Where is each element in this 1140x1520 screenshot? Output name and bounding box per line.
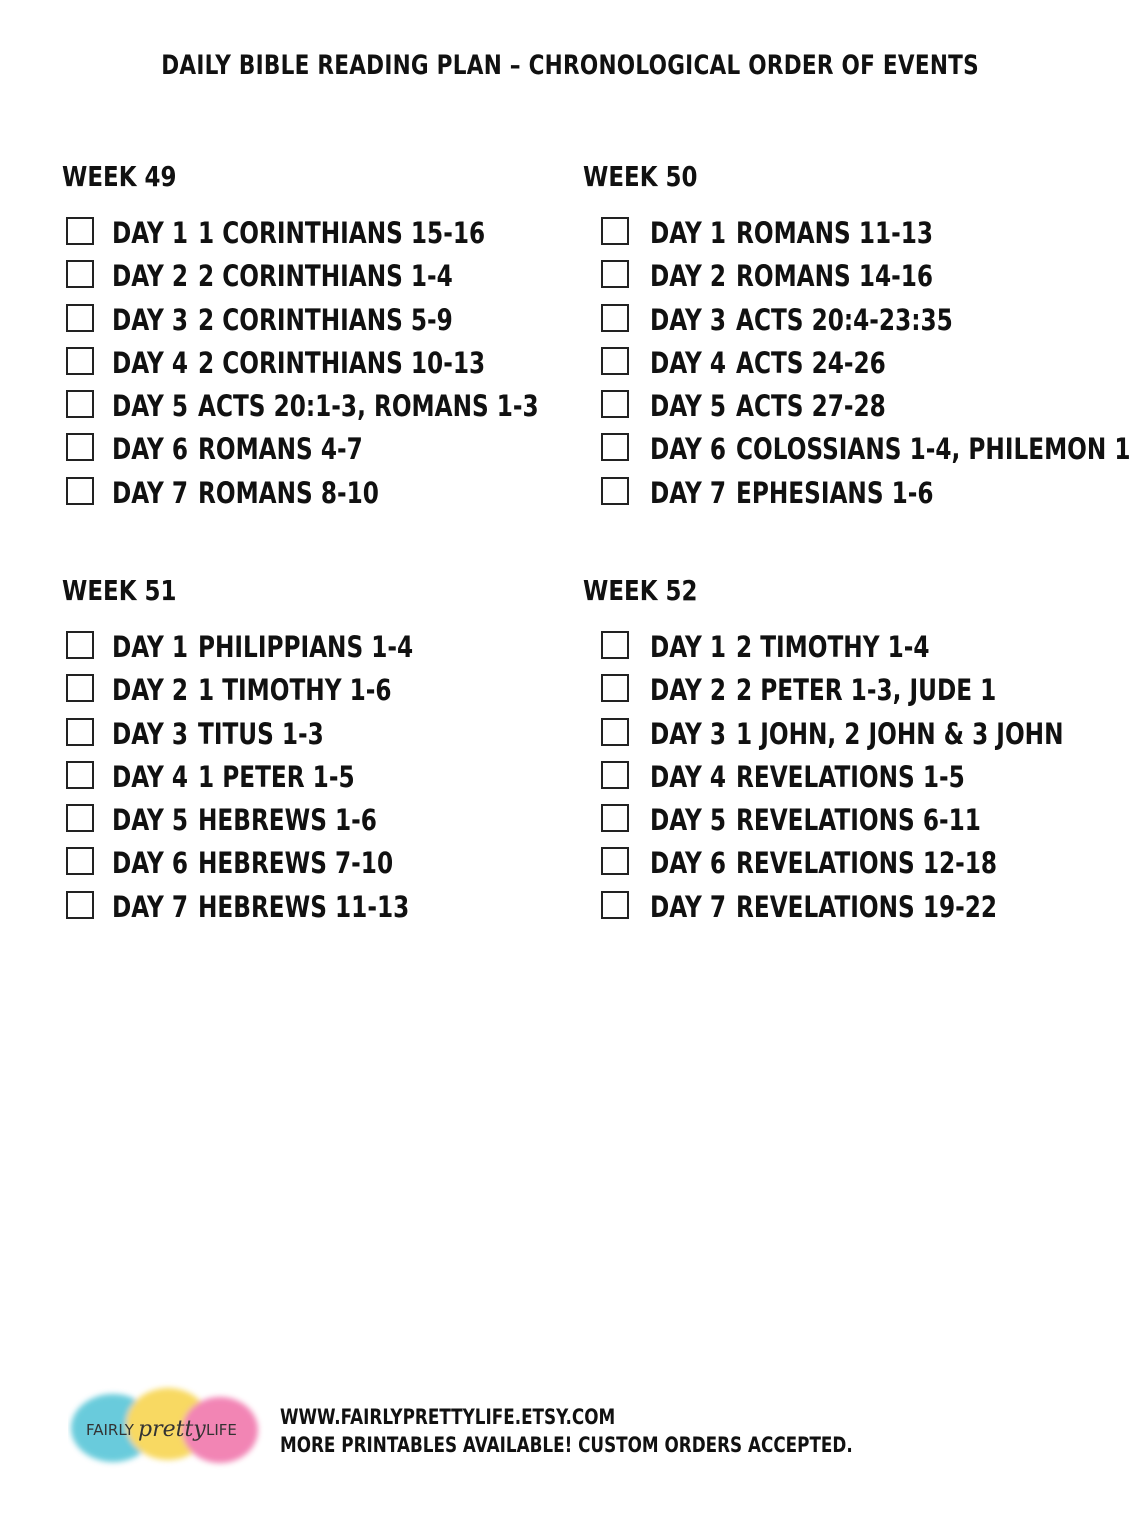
day-checkbox[interactable] [66,718,94,746]
day-reading [198,343,557,388]
brand-logo-graphic [68,1378,264,1474]
logo-word-life: LIFE [206,1421,237,1439]
day-label [650,473,745,518]
day-reading-text: PHILIPPIANS 1-4 [198,630,414,664]
day-checkbox[interactable] [66,847,94,875]
day-checkbox[interactable] [601,260,629,288]
day-reading-text: 1 PETER 1-5 [198,759,355,794]
day-label [112,343,207,388]
day-reading-text: ROMANS 14-16 [736,259,934,294]
day-label-text: DAY 6 [650,432,727,467]
day-reading-text: ACTS 24-26 [736,345,886,380]
day-label-text: DAY 2 [650,259,727,294]
day-label [112,386,207,431]
day-reading [736,757,1022,802]
day-reading-text: 2 PETER 1-3, JUDE 1 [736,673,997,708]
day-label-text: DAY 4 [650,759,727,794]
day-reading-text: ROMANS 8-10 [198,475,379,510]
day-row [62,891,582,934]
day-reading [736,213,982,258]
day-label [650,843,745,888]
day-label [112,800,207,845]
day-reading [736,714,1140,759]
day-row [62,674,582,717]
week-title: WEEK 51 [62,574,177,607]
day-checkbox[interactable] [601,847,629,875]
day-label-text: DAY 6 [112,432,189,467]
week-title: WEEK 52 [583,574,698,607]
day-label-text: DAY 7 [650,475,727,510]
logo-word-fairly: FAIRLY [86,1421,134,1439]
day-row [583,260,1103,303]
day-row [583,718,1103,761]
day-reading [736,300,1007,345]
day-label [650,343,745,388]
day-row [62,631,582,674]
day-label-text: DAY 4 [650,345,727,380]
day-label [112,887,207,932]
day-reading [198,887,462,932]
day-label [650,256,745,301]
day-label-text: DAY 1 [650,630,727,664]
day-checkbox[interactable] [66,477,94,505]
day-label [112,757,207,802]
day-reading [198,473,424,518]
day-row [583,761,1103,804]
day-label-text: DAY 3 [112,302,189,337]
day-label-text: DAY 1 [650,216,727,250]
day-label-text: DAY 1 [112,630,189,664]
day-label-text: DAY 2 [650,673,727,708]
day-label [650,757,745,802]
logo-word-pretty: pretty [138,1417,206,1442]
day-reading-text: REVELATIONS 6-11 [736,803,981,838]
footer [280,1403,996,1459]
day-row [62,718,582,761]
day-label-text: DAY 3 [112,716,189,751]
day-row [583,217,1103,260]
day-reading [736,887,1062,932]
day-reading-text: ACTS 20:1-3, ROMANS 1-3 [198,389,539,424]
week-title: WEEK 50 [583,160,698,193]
day-checkbox[interactable] [601,804,629,832]
day-row [583,847,1103,890]
day-reading [736,670,1061,715]
day-reading-text: HEBREWS 7-10 [198,846,394,881]
day-label [112,670,207,715]
day-label [112,300,207,345]
day-reading-text: ROMANS 4-7 [198,432,363,467]
day-reading [198,213,557,258]
day-label [112,429,207,474]
day-reading [736,843,1062,888]
day-checkbox[interactable] [601,891,629,919]
week-section [62,157,582,520]
day-row [583,674,1103,717]
day-reading-text: 1 CORINTHIANS 15-16 [198,216,486,250]
day-reading [736,800,1042,845]
day-label [112,714,207,759]
day-reading [198,714,355,759]
day-reading-text: HEBREWS 1-6 [198,803,377,838]
day-reading [198,429,404,474]
day-checkbox[interactable] [66,433,94,461]
day-label-text: DAY 7 [112,475,189,510]
day-label-text: DAY 5 [112,803,189,838]
day-row [62,847,582,890]
day-reading-text: 2 CORINTHIANS 10-13 [198,345,486,380]
day-label [650,429,745,474]
day-reading [198,300,517,345]
day-label-text: DAY 7 [112,889,189,924]
day-reading [198,757,394,802]
day-checkbox[interactable] [601,217,629,245]
day-label [112,256,207,301]
day-checkbox[interactable] [66,674,94,702]
day-reading-text: REVELATIONS 1-5 [736,759,965,794]
page-title-text: DAILY BIBLE READING PLAN – CHRONOLOGICAL ORDER OF EVENTS [161,50,979,81]
day-label-text: DAY 1 [112,216,189,250]
brand-logo [68,1378,264,1474]
week-section [583,571,1103,934]
day-row [62,433,582,476]
day-reading [198,386,624,431]
day-label-text: DAY 2 [112,673,189,708]
week-section [583,157,1131,520]
day-checkbox[interactable] [66,804,94,832]
day-reading-text: 1 TIMOTHY 1-6 [198,673,392,708]
page-title [0,50,1140,81]
day-label-text: DAY 5 [112,389,189,424]
day-checkbox[interactable] [601,433,629,461]
day-row [62,761,582,804]
day-reading-text: REVELATIONS 12-18 [736,846,998,881]
day-reading-text: COLOSSIANS 1-4, PHILEMON 1 [736,432,1131,467]
day-checkbox[interactable] [66,761,94,789]
day-reading-text: 2 TIMOTHY 1-4 [736,630,930,664]
day-reading [198,256,517,301]
day-checkbox[interactable] [66,304,94,332]
day-checkbox[interactable] [66,631,94,659]
day-label [112,843,207,888]
day-label [650,300,745,345]
day-label-text: DAY 3 [650,302,727,337]
day-reading-text: HEBREWS 11-13 [198,889,410,924]
day-row [583,477,1103,520]
day-checkbox[interactable] [601,347,629,375]
day-checkbox[interactable] [66,347,94,375]
day-reading-text: 1 JOHN, 2 JOHN & 3 JOHN [736,716,1064,751]
day-label-text: DAY 4 [112,759,189,794]
day-checkbox[interactable] [601,390,629,418]
day-row [583,347,1103,390]
day-checkbox[interactable] [601,761,629,789]
day-checkbox[interactable] [601,718,629,746]
day-reading-text: ACTS 20:4-23:35 [736,302,953,337]
day-label [112,627,207,672]
day-row [62,217,582,260]
day-checkbox[interactable] [66,217,94,245]
day-checkbox[interactable] [66,260,94,288]
day-checkbox[interactable] [66,390,94,418]
day-checkbox[interactable] [601,477,629,505]
day-row [62,260,582,303]
week-title: WEEK 49 [62,160,177,193]
day-reading-text: REVELATIONS 19-22 [736,889,998,924]
day-checkbox[interactable] [601,674,629,702]
day-label [112,473,207,518]
day-label [650,887,745,932]
day-row [583,804,1103,847]
day-checkbox[interactable] [66,891,94,919]
day-reading [736,343,923,388]
day-row [583,432,1131,476]
day-row [62,477,582,520]
day-reading [198,670,440,715]
day-row [583,304,1103,347]
day-label-text: DAY 5 [650,803,727,838]
day-label [650,714,745,759]
day-reading-text: 2 CORINTHIANS 5-9 [198,302,453,337]
day-label [650,213,745,258]
day-checkbox[interactable] [601,304,629,332]
day-row [62,347,582,390]
day-label-text: DAY 6 [650,846,727,881]
day-row [62,390,582,433]
day-row [62,304,582,347]
day-row [583,390,1103,433]
day-label-text: DAY 6 [112,846,189,881]
day-reading-text: TITUS 1-3 [198,716,324,751]
day-label-text: DAY 5 [650,389,727,424]
week-section [62,571,582,934]
day-reading [736,386,923,431]
day-reading [736,429,1140,474]
day-label [650,627,745,672]
day-reading-text: ROMANS 11-13 [736,216,934,250]
day-label [112,213,207,258]
day-reading [736,256,982,301]
day-reading-text: ACTS 27-28 [736,389,886,424]
day-label-text: DAY 4 [112,345,189,380]
day-label [650,670,745,715]
day-reading [198,843,442,888]
day-reading [736,627,978,672]
footer-website[interactable]: WWW.FAIRLYPRETTYLIFE.ETSY.COM [280,1405,616,1429]
day-row [583,891,1103,934]
footer-tagline: MORE PRINTABLES AVAILABLE! CUSTOM ORDERS ACCEPTED. [280,1433,853,1457]
day-reading [736,473,983,518]
day-reading-text: EPHESIANS 1-6 [736,475,934,510]
day-label [650,386,745,431]
day-checkbox[interactable] [601,631,629,659]
day-label-text: DAY 3 [650,716,727,751]
day-reading [198,800,422,845]
day-row [62,804,582,847]
day-reading [198,627,467,672]
day-row [583,631,1103,674]
day-label [650,800,745,845]
day-label-text: DAY 2 [112,259,189,294]
day-label-text: DAY 7 [650,889,727,924]
day-reading-text: 2 CORINTHIANS 1-4 [198,259,453,294]
